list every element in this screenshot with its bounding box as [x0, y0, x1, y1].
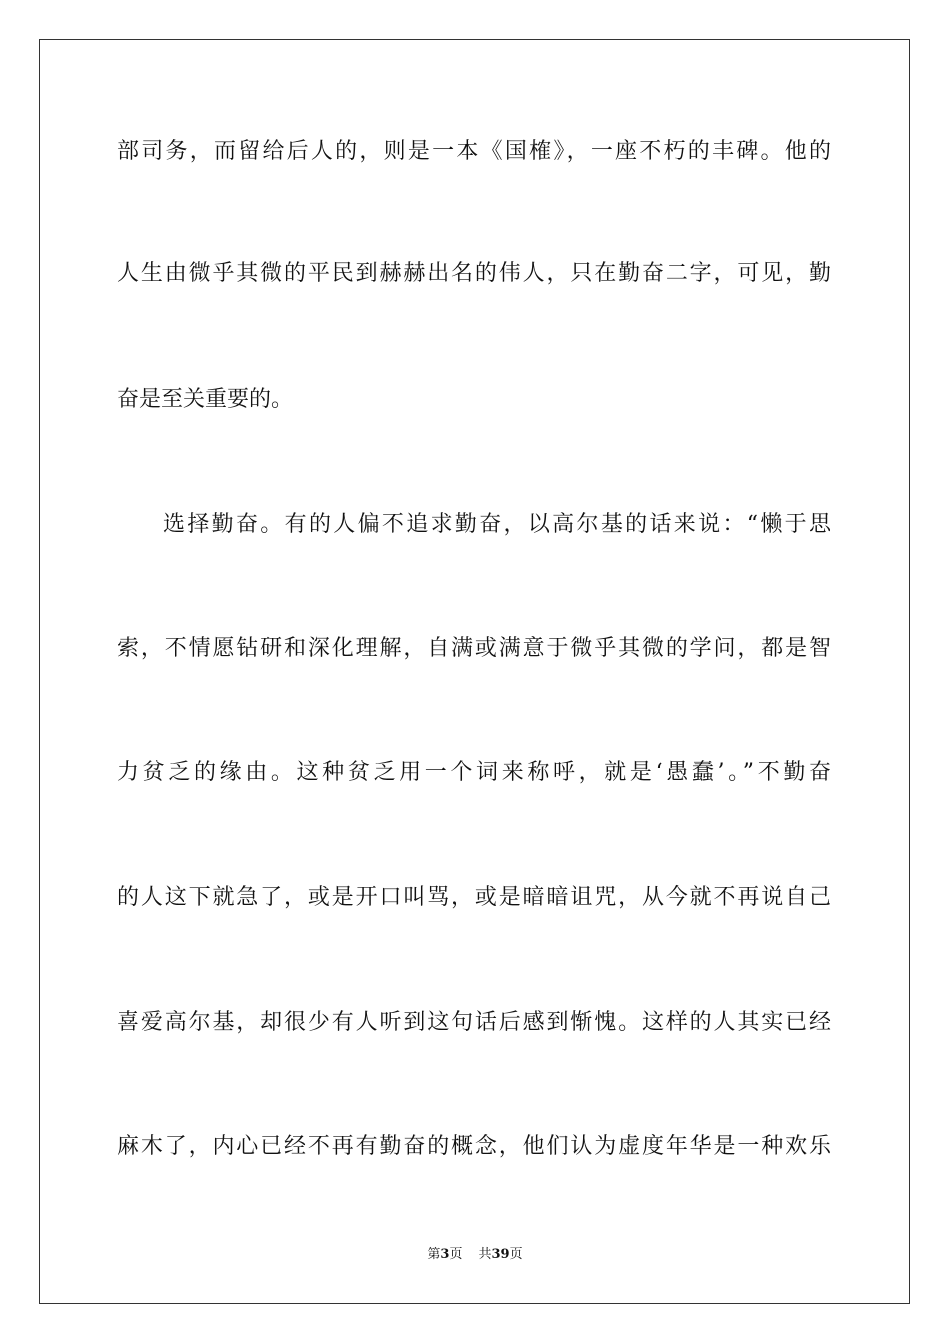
paragraph-first-line: 选择勤奋。有的人偏不追求勤奋，以高尔基的话来说：“懒于思 [163, 512, 831, 537]
text-line: 麻木了，内心已经不再有勤奋的概念，他们认为虚度年华是一种欢乐 [117, 1134, 831, 1159]
total-pages: 39 [491, 1247, 510, 1262]
text-line: 索，不情愿钻研和深化理解，自满或满意于微乎其微的学问，都是智 [117, 636, 831, 661]
page-number: 3 [440, 1247, 450, 1262]
page-border [39, 39, 910, 1304]
total-prefix: 共 [478, 1247, 492, 1262]
text-line: 喜爱高尔基，却很少有人听到这句话后感到惭愧。这样的人其实已经 [117, 1010, 831, 1035]
text-line: 力贫乏的缘由。这种贫乏用一个词来称呼，就是‘愚蠢’。”不勤奋 [117, 760, 831, 785]
total-suffix: 页 [509, 1247, 523, 1262]
text-line: 的人这下就急了，或是开口叫骂，或是暗暗诅咒，从今就不再说自己 [117, 885, 831, 910]
page-suffix: 页 [449, 1247, 463, 1262]
page-footer [0, 1246, 950, 1264]
text-line: 部司务，而留给后人的，则是一本《国榷》，一座不朽的丰碑。他的 [117, 139, 831, 164]
page-prefix: 第 [427, 1247, 441, 1262]
text-line: 奋是至关重要的。 [117, 387, 294, 412]
text-line: 人生由微乎其微的平民到赫赫出名的伟人，只在勤奋二字，可见，勤 [117, 261, 831, 286]
